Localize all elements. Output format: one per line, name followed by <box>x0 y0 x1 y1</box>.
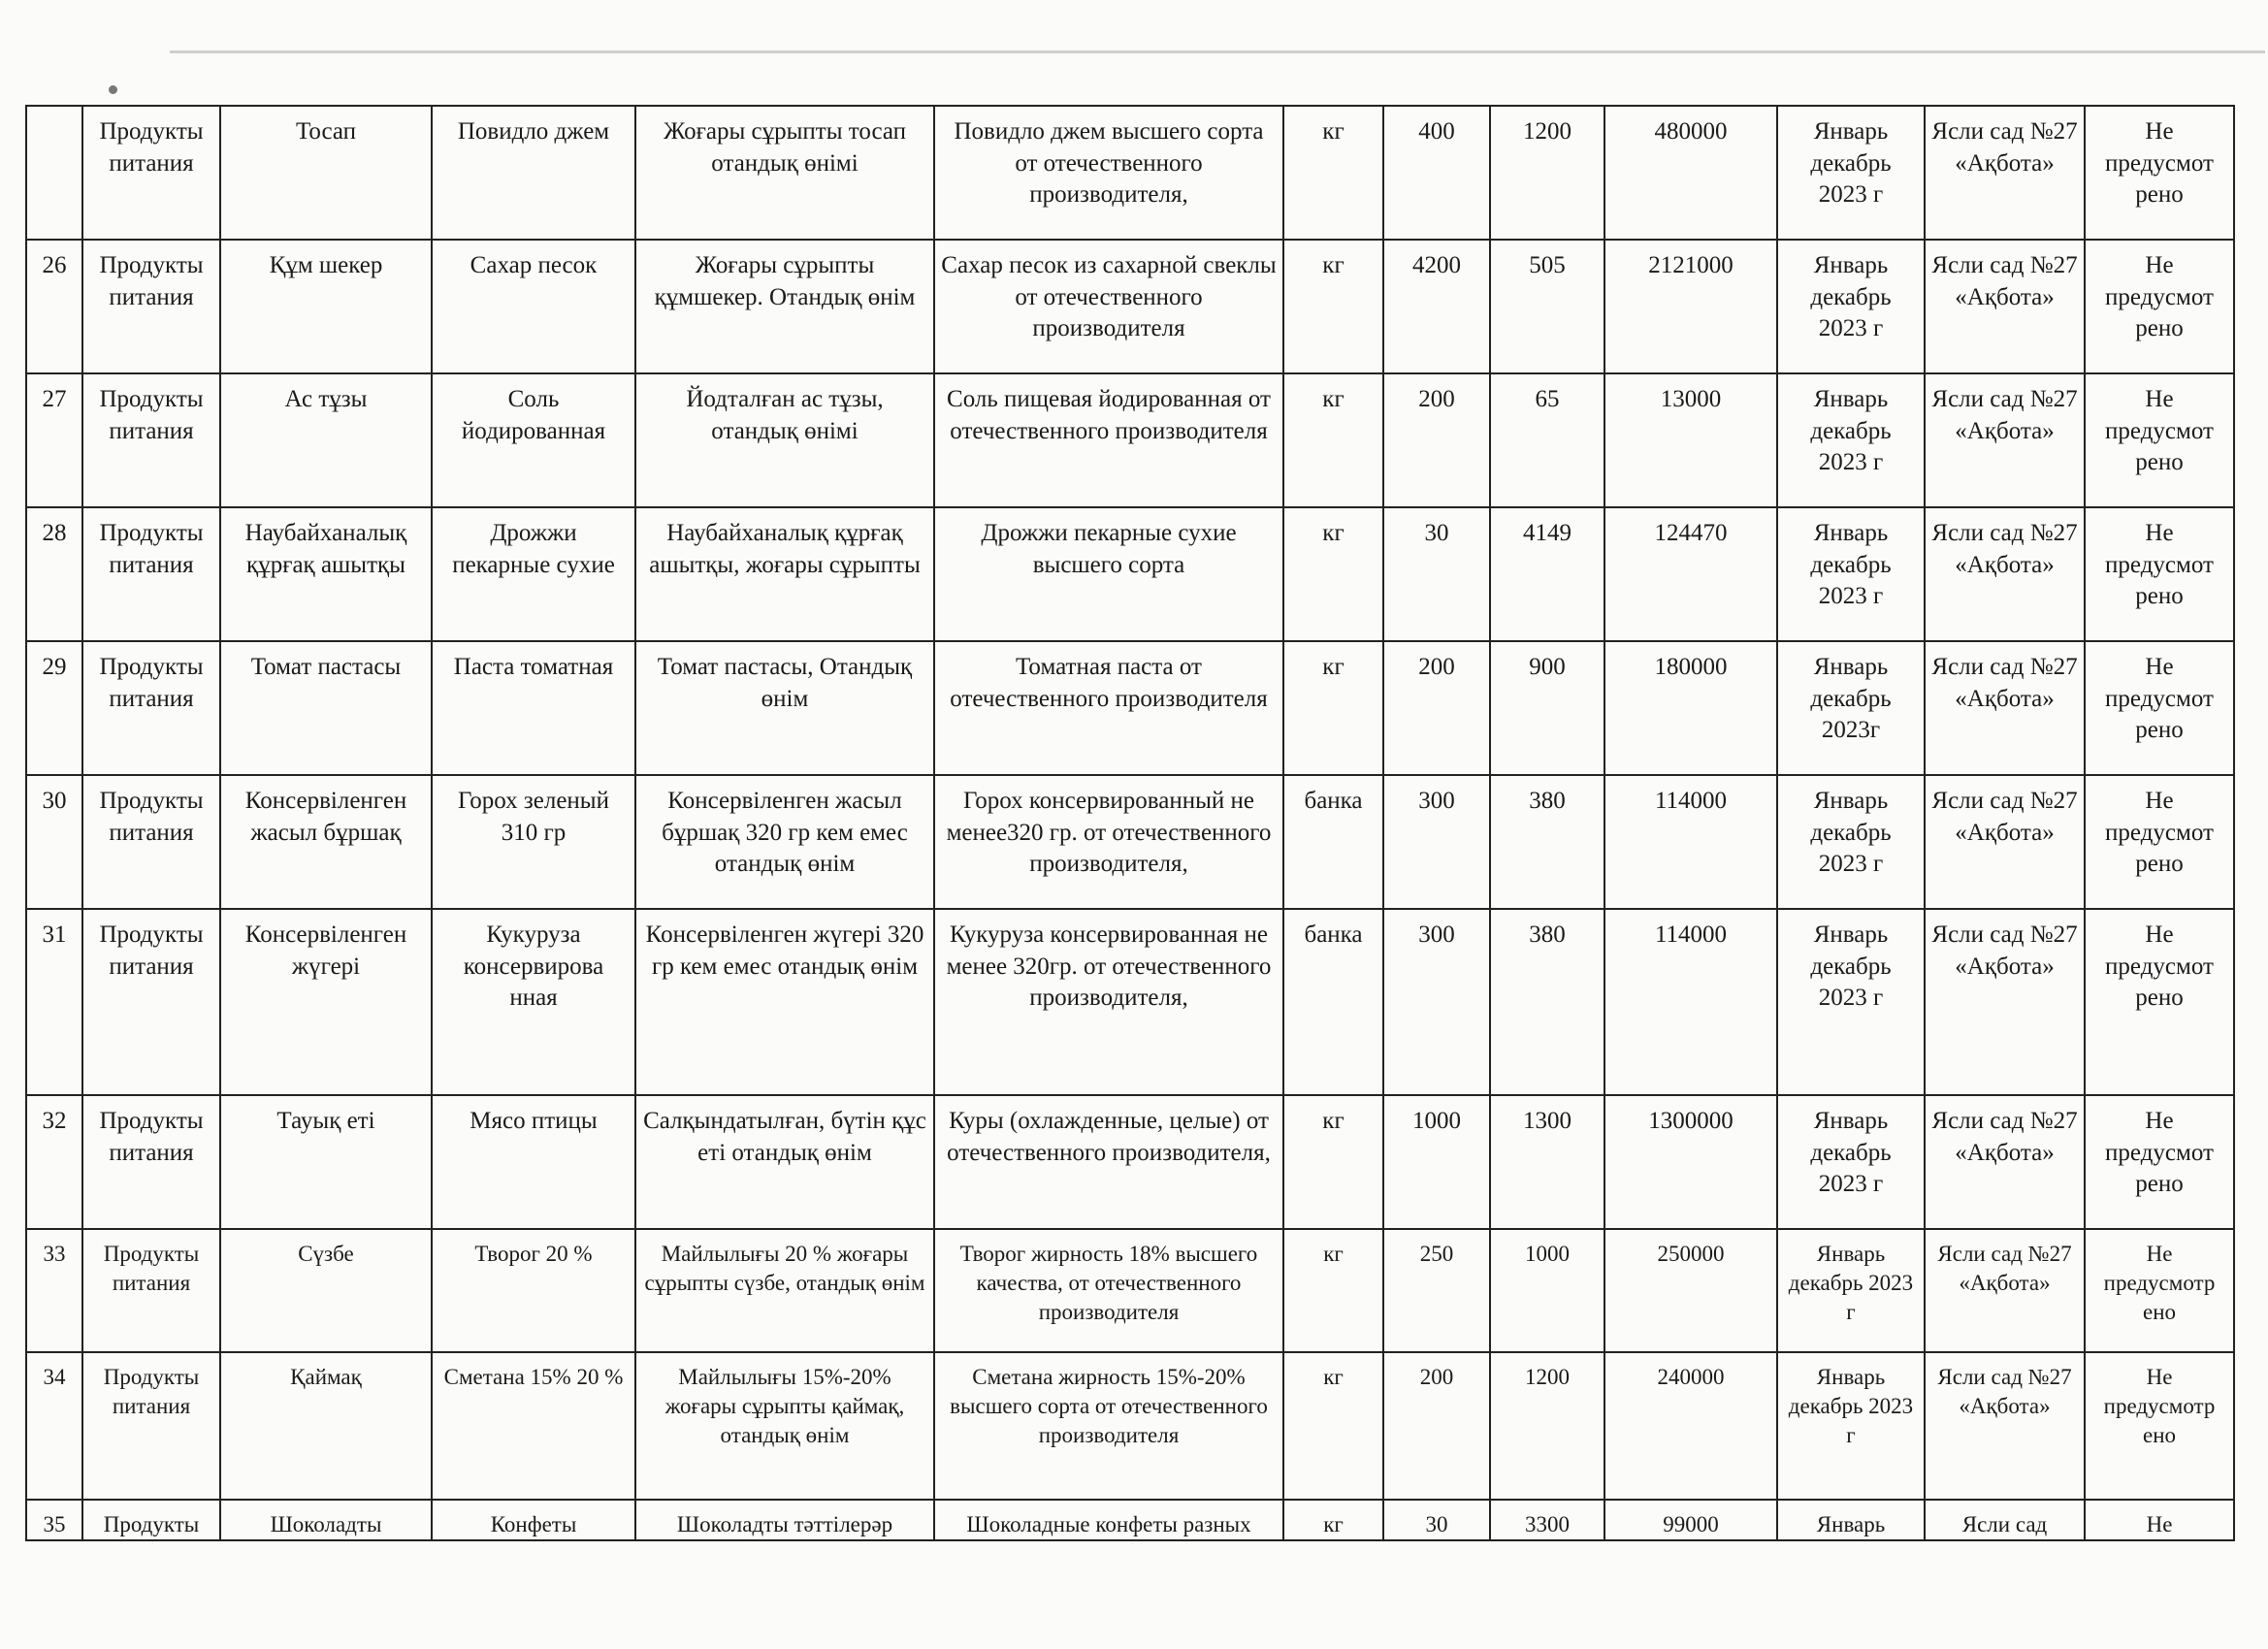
unit-cell: кг <box>1283 507 1383 641</box>
spec-kz-cell: Шоколадты тәттілерәр <box>635 1500 934 1540</box>
period-cell: Январь декабрь 2023 г <box>1777 1095 1925 1229</box>
quantity-cell: 200 <box>1383 373 1490 507</box>
category-cell: Продукты питания <box>82 106 220 240</box>
name-kz-cell: Шоколадты <box>220 1500 432 1540</box>
table-row <box>26 1352 2234 1500</box>
category-cell: Продукты питания <box>82 1095 220 1229</box>
table-row <box>26 106 2234 240</box>
period-cell: Январь <box>1777 1500 1925 1540</box>
price-cell: 4149 <box>1490 507 1604 641</box>
advance-cell: Не предусмот рено <box>2085 373 2234 507</box>
spec-ru-cell: Повидло джем высшего сорта от отечественного производителя, <box>934 106 1283 240</box>
period-cell: Январь декабрь 2023 г <box>1777 240 1925 373</box>
spec-kz-cell: Жоғары сұрыпты құмшекер. Отандық өнім <box>635 240 934 373</box>
price-cell: 65 <box>1490 373 1604 507</box>
price-cell: 1200 <box>1490 106 1604 240</box>
table-row <box>26 641 2234 775</box>
period-cell: Январь декабрь 2023 г <box>1777 909 1925 1095</box>
unit-cell: кг <box>1283 1229 1383 1352</box>
spec-kz-cell: Томат пастасы, Отандық өнім <box>635 641 934 775</box>
quantity-cell: 4200 <box>1383 240 1490 373</box>
sum-cell: 114000 <box>1604 909 1777 1095</box>
unit-cell: банка <box>1283 909 1383 1095</box>
price-cell: 380 <box>1490 909 1604 1095</box>
procurement-table <box>25 105 2235 1541</box>
row-number: 29 <box>26 641 82 775</box>
spec-ru-cell: Кукуруза консервированная не менее 320гр. от отечественного производителя, <box>934 909 1283 1095</box>
name-kz-cell: Сүзбе <box>220 1229 432 1352</box>
unit-cell: кг <box>1283 1352 1383 1500</box>
spec-ru-cell: Куры (охлажденные, целые) от отечественного производителя, <box>934 1095 1283 1229</box>
period-cell: Январь декабрь 2023 г <box>1777 373 1925 507</box>
sum-cell: 250000 <box>1604 1229 1777 1352</box>
place-cell: Ясли сад №27 «Ақбота» <box>1925 1229 2085 1352</box>
spec-ru-cell: Творог жирность 18% высшего качества, от отечественного производителя <box>934 1229 1283 1352</box>
sum-cell: 1300000 <box>1604 1095 1777 1229</box>
top-edge-line <box>170 50 2265 53</box>
name-ru-cell: Соль йодированная <box>432 373 635 507</box>
spec-ru-cell: Дрожжи пекарные сухие высшего сорта <box>934 507 1283 641</box>
price-cell: 1000 <box>1490 1229 1604 1352</box>
place-cell: Ясли сад №27 «Ақбота» <box>1925 373 2085 507</box>
table-row <box>26 1229 2234 1352</box>
place-cell: Ясли сад №27 «Ақбота» <box>1925 507 2085 641</box>
sum-cell: 13000 <box>1604 373 1777 507</box>
spec-kz-cell: Йодталған ас тұзы, отандық өнімі <box>635 373 934 507</box>
spec-kz-cell: Консервіленген жасыл бұршақ 320 гр кем емес отандық өнім <box>635 775 934 909</box>
row-number: 33 <box>26 1229 82 1352</box>
row-number: 27 <box>26 373 82 507</box>
unit-cell: кг <box>1283 1500 1383 1540</box>
category-cell: Продукты питания <box>82 1229 220 1352</box>
quantity-cell: 30 <box>1383 507 1490 641</box>
spec-ru-cell: Сметана жирность 15%-20% высшего сорта от отечественного производителя <box>934 1352 1283 1500</box>
period-cell: Январь декабрь 2023 г <box>1777 507 1925 641</box>
price-cell: 1300 <box>1490 1095 1604 1229</box>
sum-cell: 124470 <box>1604 507 1777 641</box>
name-ru-cell: Дрожжи пекарные сухие <box>432 507 635 641</box>
name-kz-cell: Томат пастасы <box>220 641 432 775</box>
name-kz-cell: Тауық еті <box>220 1095 432 1229</box>
spec-kz-cell: Наубайханалық құрғақ ашытқы, жоғары сұрыпты <box>635 507 934 641</box>
name-kz-cell: Тосап <box>220 106 432 240</box>
name-ru-cell: Паста томатная <box>432 641 635 775</box>
category-cell: Продукты <box>82 1500 220 1540</box>
price-cell: 380 <box>1490 775 1604 909</box>
spec-kz-cell: Салқындатылған, бүтін құс еті отандық өнім <box>635 1095 934 1229</box>
advance-cell: Не предусмот рено <box>2085 507 2234 641</box>
category-cell: Продукты питания <box>82 1352 220 1500</box>
name-ru-cell: Конфеты <box>432 1500 635 1540</box>
place-cell: Ясли сад №27 «Ақбота» <box>1925 909 2085 1095</box>
unit-cell: кг <box>1283 373 1383 507</box>
unit-cell: банка <box>1283 775 1383 909</box>
table-row <box>26 775 2234 909</box>
spec-ru-cell: Соль пищевая йодированная от отечественного производителя <box>934 373 1283 507</box>
unit-cell: кг <box>1283 641 1383 775</box>
row-number: 31 <box>26 909 82 1095</box>
category-cell: Продукты питания <box>82 641 220 775</box>
spec-kz-cell: Майлылығы 20 % жоғары сұрыпты сүзбе, отандық өнім <box>635 1229 934 1352</box>
sum-cell: 2121000 <box>1604 240 1777 373</box>
period-cell: Январь декабрь 2023г <box>1777 641 1925 775</box>
advance-cell: Не предусмотр ено <box>2085 1352 2234 1500</box>
place-cell: Ясли сад №27 «Ақбота» <box>1925 641 2085 775</box>
place-cell: Ясли сад №27 «Ақбота» <box>1925 240 2085 373</box>
table-row <box>26 373 2234 507</box>
price-cell: 900 <box>1490 641 1604 775</box>
table-row <box>26 1500 2234 1540</box>
name-ru-cell: Мясо птицы <box>432 1095 635 1229</box>
quantity-cell: 30 <box>1383 1500 1490 1540</box>
name-kz-cell: Қаймақ <box>220 1352 432 1500</box>
quantity-cell: 300 <box>1383 909 1490 1095</box>
price-cell: 1200 <box>1490 1352 1604 1500</box>
unit-cell: кг <box>1283 106 1383 240</box>
period-cell: Январь декабрь 2023 г <box>1777 1229 1925 1352</box>
category-cell: Продукты питания <box>82 240 220 373</box>
spec-kz-cell: Жоғары сұрыпты тосап отандық өнімі <box>635 106 934 240</box>
quantity-cell: 250 <box>1383 1229 1490 1352</box>
sum-cell: 240000 <box>1604 1352 1777 1500</box>
quantity-cell: 200 <box>1383 641 1490 775</box>
sum-cell: 480000 <box>1604 106 1777 240</box>
table-row <box>26 240 2234 373</box>
advance-cell: Не предусмот рено <box>2085 909 2234 1095</box>
row-number: 34 <box>26 1352 82 1500</box>
period-cell: Январь декабрь 2023 г <box>1777 1352 1925 1500</box>
row-number: 28 <box>26 507 82 641</box>
period-cell: Январь декабрь 2023 г <box>1777 106 1925 240</box>
row-number: 32 <box>26 1095 82 1229</box>
place-cell: Ясли сад №27 «Ақбота» <box>1925 106 2085 240</box>
table-row <box>26 1095 2234 1229</box>
spec-ru-cell: Сахар песок из сахарной свеклы от отечественного производителя <box>934 240 1283 373</box>
table-row <box>26 909 2234 1095</box>
advance-cell: Не <box>2085 1500 2234 1540</box>
advance-cell: Не предусмот рено <box>2085 1095 2234 1229</box>
name-kz-cell: Наубайханалық құрғақ ашытқы <box>220 507 432 641</box>
name-ru-cell: Сахар песок <box>432 240 635 373</box>
place-cell: Ясли сад <box>1925 1500 2085 1540</box>
punch-mark <box>109 85 117 94</box>
sum-cell: 114000 <box>1604 775 1777 909</box>
quantity-cell: 200 <box>1383 1352 1490 1500</box>
place-cell: Ясли сад №27 «Ақбота» <box>1925 1095 2085 1229</box>
advance-cell: Не предусмотр ено <box>2085 1229 2234 1352</box>
quantity-cell: 300 <box>1383 775 1490 909</box>
place-cell: Ясли сад №27 «Ақбота» <box>1925 1352 2085 1500</box>
place-cell: Ясли сад №27 «Ақбота» <box>1925 775 2085 909</box>
spec-kz-cell: Майлылығы 15%-20% жоғары сұрыпты қаймақ, отандық өнім <box>635 1352 934 1500</box>
quantity-cell: 400 <box>1383 106 1490 240</box>
unit-cell: кг <box>1283 1095 1383 1229</box>
name-ru-cell: Сметана 15% 20 % <box>432 1352 635 1500</box>
advance-cell: Не предусмот рено <box>2085 775 2234 909</box>
name-ru-cell: Горох зеленый 310 гр <box>432 775 635 909</box>
row-number: 30 <box>26 775 82 909</box>
spec-ru-cell: Шоколадные конфеты разных <box>934 1500 1283 1540</box>
spec-kz-cell: Консервіленген жүгері 320 гр кем емес отандық өнім <box>635 909 934 1095</box>
advance-cell: Не предусмот рено <box>2085 240 2234 373</box>
price-cell: 505 <box>1490 240 1604 373</box>
advance-cell: Не предусмот рено <box>2085 641 2234 775</box>
row-number <box>26 106 82 240</box>
category-cell: Продукты питания <box>82 909 220 1095</box>
name-ru-cell: Творог 20 % <box>432 1229 635 1352</box>
name-kz-cell: Құм шекер <box>220 240 432 373</box>
spec-ru-cell: Горох консервированный не менее320 гр. от отечественного производителя, <box>934 775 1283 909</box>
name-ru-cell: Повидло джем <box>432 106 635 240</box>
row-number: 35 <box>26 1500 82 1540</box>
category-cell: Продукты питания <box>82 507 220 641</box>
name-ru-cell: Кукуруза консервирова нная <box>432 909 635 1095</box>
price-cell: 3300 <box>1490 1500 1604 1540</box>
table-row <box>26 507 2234 641</box>
spec-ru-cell: Томатная паста от отечественного производителя <box>934 641 1283 775</box>
sum-cell: 99000 <box>1604 1500 1777 1540</box>
category-cell: Продукты питания <box>82 775 220 909</box>
quantity-cell: 1000 <box>1383 1095 1490 1229</box>
row-number: 26 <box>26 240 82 373</box>
name-kz-cell: Консервіленген жасыл бұршақ <box>220 775 432 909</box>
unit-cell: кг <box>1283 240 1383 373</box>
sum-cell: 180000 <box>1604 641 1777 775</box>
period-cell: Январь декабрь 2023 г <box>1777 775 1925 909</box>
advance-cell: Не предусмот рено <box>2085 106 2234 240</box>
category-cell: Продукты питания <box>82 373 220 507</box>
name-kz-cell: Ас тұзы <box>220 373 432 507</box>
name-kz-cell: Консервіленген жүгері <box>220 909 432 1095</box>
